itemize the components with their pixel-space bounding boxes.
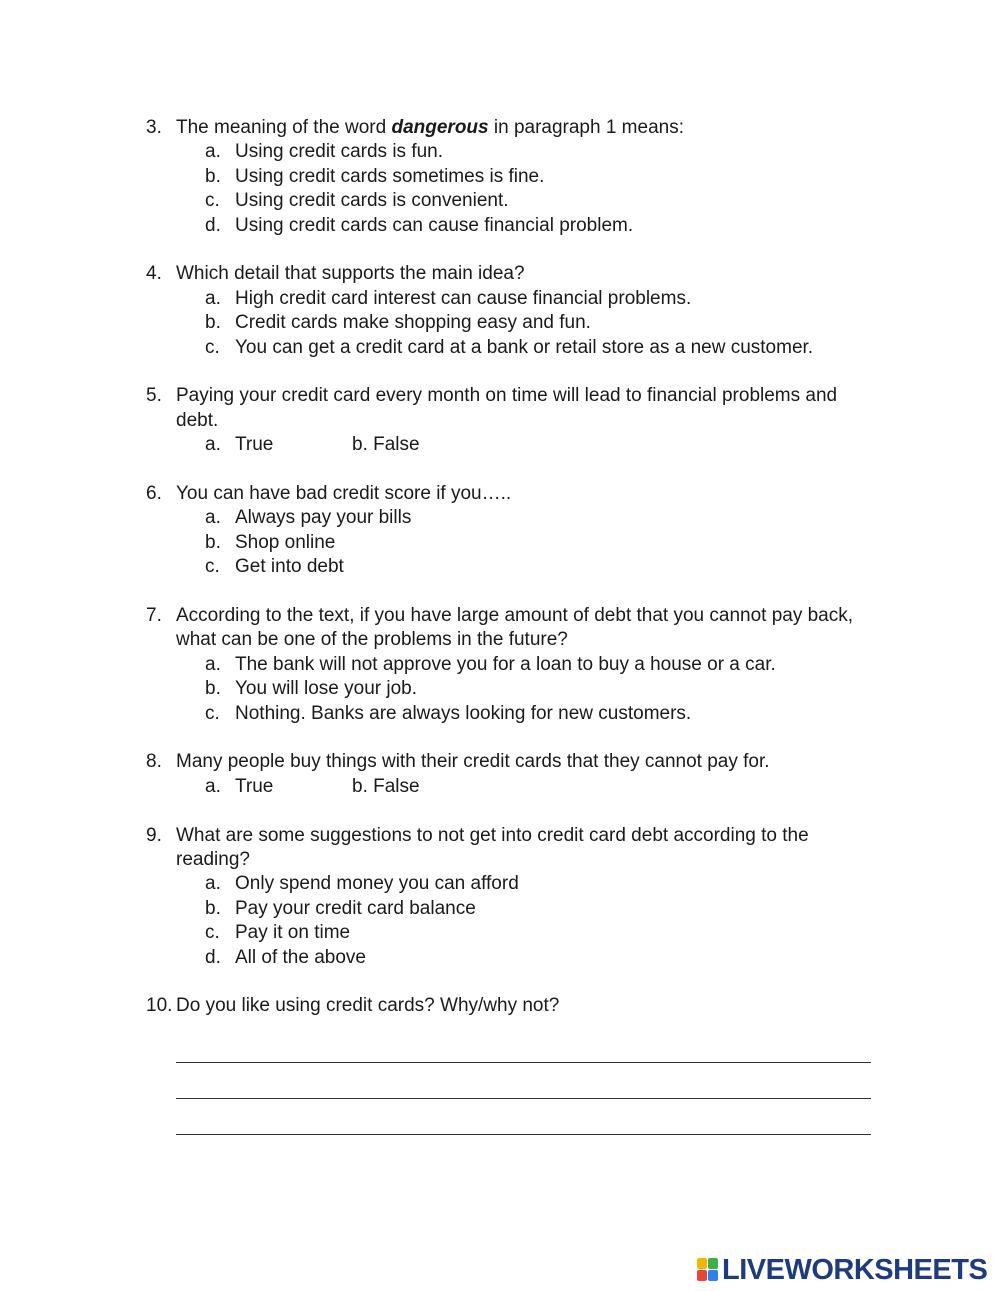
option-b[interactable]: [0, 311, 1000, 335]
question-5-prompt: [0, 384, 1000, 433]
option-text: Get into debt: [235, 556, 344, 578]
option-text: Using credit cards sometimes is fine.: [235, 165, 545, 187]
question-10-prompt: [0, 994, 1000, 1018]
option-letter: a.: [205, 507, 221, 529]
option-letter: b.: [205, 531, 221, 553]
question-number: 6.: [146, 483, 162, 505]
worksheet-page: [0, 116, 1000, 1159]
option-letter: a.: [205, 434, 221, 456]
option-letter: d.: [205, 946, 221, 968]
option-d[interactable]: [0, 214, 1000, 238]
question-number: 10.: [146, 995, 173, 1017]
option-b[interactable]: [0, 677, 1000, 701]
option-b[interactable]: [0, 165, 1000, 189]
option-text: Pay your credit card balance: [235, 897, 476, 919]
option-text: Always pay your bills: [235, 507, 412, 529]
option-letter: c.: [205, 702, 220, 724]
liveworksheets-logo: [697, 1255, 987, 1285]
logo-text: LIVEWORKSHEETS: [722, 1254, 988, 1286]
option-text: You can get a credit card at a bank or retail store as a new customer.: [235, 336, 814, 358]
option-letter: c.: [205, 556, 220, 578]
option-c[interactable]: [0, 702, 1000, 726]
true-false-options: [0, 433, 1000, 457]
option-text: Only spend money you can afford: [235, 873, 519, 895]
prompt-text: What are some suggestions to not get into credit card debt according to the reading?: [176, 824, 809, 871]
option-letter: a.: [205, 141, 221, 163]
question-number: 5.: [146, 385, 162, 407]
question-7: [0, 604, 1000, 726]
option-letter: a.: [205, 287, 221, 309]
answer-line-2[interactable]: [176, 1063, 871, 1099]
question-6-prompt: [0, 482, 1000, 506]
prompt-text: Which detail that supports the main idea?: [176, 263, 525, 285]
option-letter: a.: [205, 653, 221, 675]
prompt-text: You can have bad credit score if you…..: [176, 483, 512, 505]
answer-line-3[interactable]: [176, 1099, 871, 1135]
answer-line-1[interactable]: [176, 1037, 871, 1063]
question-8: [0, 750, 1000, 799]
option-text: All of the above: [235, 946, 366, 968]
option-a[interactable]: [0, 872, 1000, 896]
option-c[interactable]: [0, 555, 1000, 579]
prompt-text-before: The meaning of the word: [176, 117, 392, 138]
prompt-text: Paying your credit card every month on time will lead to financial problems and debt.: [176, 385, 838, 431]
question-8-prompt: [0, 750, 1000, 774]
option-b[interactable]: [0, 531, 1000, 555]
option-text: Using credit cards is convenient.: [235, 190, 509, 212]
option-letter: b.: [205, 165, 221, 187]
question-10: [0, 994, 1000, 1134]
option-letter: c.: [205, 922, 220, 944]
option-true[interactable]: True: [235, 775, 274, 797]
option-c[interactable]: [0, 189, 1000, 213]
question-9: [0, 824, 1000, 970]
option-text: You will lose your job.: [235, 678, 418, 700]
question-number: 9.: [146, 824, 162, 846]
question-number: 3.: [146, 117, 162, 138]
answer-lines: [0, 1037, 1000, 1135]
option-a[interactable]: [0, 140, 1000, 164]
question-number: 8.: [146, 751, 162, 773]
prompt-text: Many people buy things with their credit cards that they cannot pay for.: [176, 751, 770, 773]
option-letter: d.: [205, 214, 221, 236]
question-number: 7.: [146, 605, 162, 627]
question-6: [0, 482, 1000, 580]
option-true[interactable]: True: [235, 434, 274, 456]
question-7-prompt: [0, 604, 1000, 653]
option-letter: b.: [205, 678, 221, 700]
option-c[interactable]: [0, 921, 1000, 945]
prompt-text: Do you like using credit cards? Why/why not?: [176, 995, 560, 1017]
option-letter: c.: [205, 336, 220, 358]
option-letter: b.: [205, 897, 221, 919]
option-letter: a.: [205, 775, 221, 797]
prompt-text: According to the text, if you have large amount of debt that you cannot pay back, what can be one of the problems in the future?: [176, 605, 854, 651]
option-text: Using credit cards can cause financial problem.: [235, 214, 634, 236]
option-text: Nothing. Banks are always looking for new customers.: [235, 702, 692, 724]
option-a[interactable]: [0, 287, 1000, 311]
logo-mark-icon: [697, 1258, 719, 1282]
option-text: Credit cards make shopping easy and fun.: [235, 312, 591, 334]
question-9-prompt: [0, 824, 1000, 873]
question-4: [0, 262, 1000, 360]
prompt-text-after: in paragraph 1 means:: [488, 117, 684, 138]
option-c[interactable]: [0, 336, 1000, 360]
option-letter: c.: [205, 190, 220, 212]
option-d[interactable]: [0, 946, 1000, 970]
option-false[interactable]: b. False: [352, 775, 420, 797]
question-3: [0, 116, 1000, 238]
option-b[interactable]: [0, 897, 1000, 921]
true-false-options: [0, 775, 1000, 799]
option-text: Shop online: [235, 531, 336, 553]
option-text: Using credit cards is fun.: [235, 141, 444, 163]
prompt-keyword: dangerous: [391, 117, 489, 138]
question-5: [0, 384, 1000, 457]
question-4-prompt: [0, 262, 1000, 286]
option-text: Pay it on time: [235, 922, 351, 944]
question-number: 4.: [146, 263, 162, 285]
option-letter: a.: [205, 873, 221, 895]
option-text: High credit card interest can cause financial problems.: [235, 287, 692, 309]
option-text: The bank will not approve you for a loan to buy a house or a car.: [235, 653, 776, 675]
question-3-prompt: [0, 116, 1000, 140]
option-a[interactable]: [0, 506, 1000, 530]
option-a[interactable]: [0, 653, 1000, 677]
option-letter: b.: [205, 312, 221, 334]
option-false[interactable]: b. False: [352, 434, 420, 456]
